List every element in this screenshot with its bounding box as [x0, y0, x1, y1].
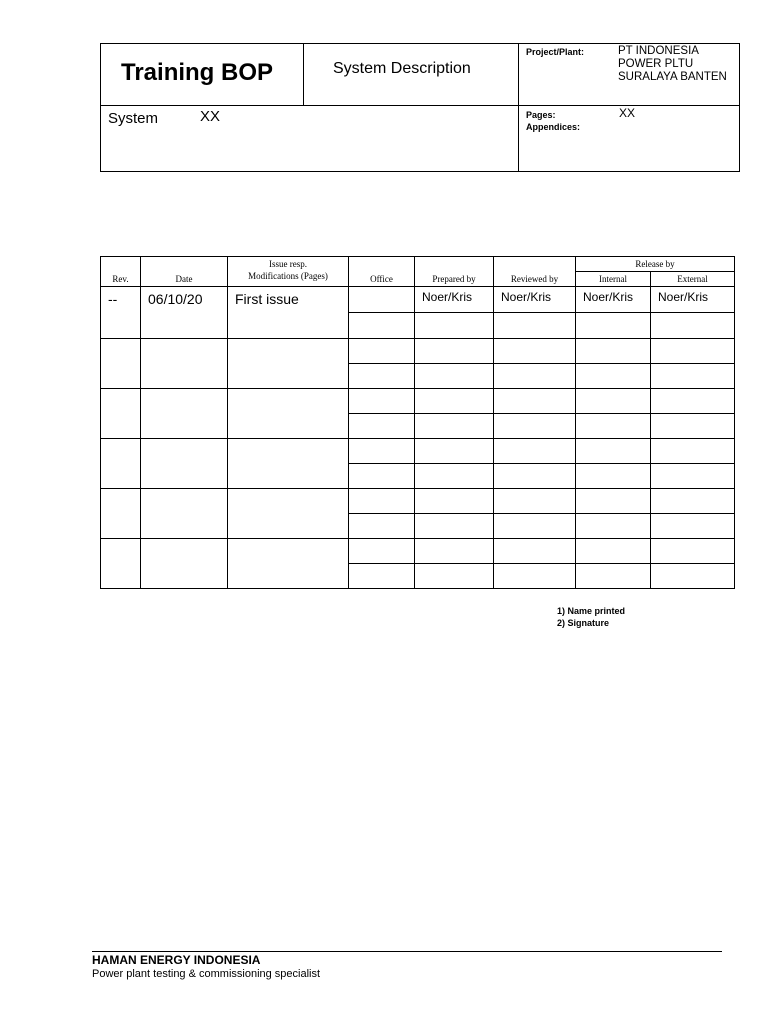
- empty-cell: [349, 464, 415, 489]
- empty-cell: [651, 414, 735, 439]
- date-cell: 06/10/20: [141, 287, 228, 339]
- empty-cell: [576, 489, 651, 514]
- empty-cell: [101, 339, 141, 389]
- empty-cell: [576, 539, 651, 564]
- external-cell: Noer/Kris: [651, 287, 735, 313]
- empty-cell: [576, 339, 651, 364]
- empty-cell: [101, 489, 141, 539]
- pages-label: Pages:: [526, 110, 556, 120]
- pages-value: XX: [619, 106, 636, 120]
- empty-cell: [494, 564, 576, 589]
- empty-cell: [101, 439, 141, 489]
- empty-cell: [576, 414, 651, 439]
- empty-cell: [141, 539, 228, 589]
- empty-cell: [349, 364, 415, 389]
- system-value: XX: [200, 108, 221, 125]
- footer-tagline: Power plant testing & commissioning specialist: [92, 968, 321, 980]
- empty-cell: [101, 539, 141, 589]
- empty-cell: [228, 439, 349, 489]
- empty-cell: [415, 313, 494, 339]
- header-release: Release by: [576, 257, 735, 272]
- table-row: [101, 389, 735, 414]
- title-cell: [101, 44, 304, 106]
- document-title: Training BOP: [121, 59, 274, 86]
- table-row: [101, 489, 735, 514]
- header-office: Office: [349, 257, 415, 287]
- empty-cell: [415, 364, 494, 389]
- issue-cell: First issue: [228, 287, 349, 339]
- empty-cell: [415, 339, 494, 364]
- footer-divider: [92, 951, 722, 952]
- empty-cell: [228, 389, 349, 439]
- empty-cell: [415, 439, 494, 464]
- header-issue-top: Issue resp.: [269, 259, 307, 269]
- revision-table: [100, 256, 735, 589]
- empty-cell: [576, 564, 651, 589]
- reviewed-cell: Noer/Kris: [494, 287, 576, 313]
- header-prepared: Prepared by: [415, 257, 494, 287]
- empty-cell: [415, 389, 494, 414]
- empty-cell: [494, 489, 576, 514]
- empty-cell: [141, 339, 228, 389]
- empty-cell: [349, 313, 415, 339]
- empty-cell: [576, 389, 651, 414]
- empty-cell: [651, 439, 735, 464]
- project-label: Project/Plant:: [526, 47, 585, 57]
- footer-company: HAMAN ENERGY INDONESIA: [92, 953, 261, 967]
- empty-cell: [494, 364, 576, 389]
- table-header-row: [101, 257, 735, 272]
- note-item: 1) Name printed: [557, 606, 626, 616]
- internal-cell: Noer/Kris: [576, 287, 651, 313]
- empty-cell: [576, 514, 651, 539]
- empty-cell: [494, 389, 576, 414]
- empty-cell: [228, 539, 349, 589]
- empty-cell: [651, 539, 735, 564]
- empty-cell: [651, 514, 735, 539]
- empty-cell: [494, 539, 576, 564]
- empty-cell: [415, 539, 494, 564]
- project-line: SURALAYA BANTEN: [618, 71, 727, 83]
- empty-cell: [349, 564, 415, 589]
- empty-cell: [651, 389, 735, 414]
- empty-cell: [349, 414, 415, 439]
- empty-cell: [494, 464, 576, 489]
- project-value: [618, 45, 727, 84]
- empty-cell: [651, 564, 735, 589]
- empty-cell: [651, 464, 735, 489]
- empty-cell: [349, 389, 415, 414]
- empty-cell: [576, 364, 651, 389]
- header-external: External: [651, 272, 735, 287]
- empty-cell: [651, 489, 735, 514]
- pages-cell: [519, 106, 739, 171]
- rev-cell: --: [101, 287, 141, 339]
- office-cell: [349, 287, 415, 313]
- project-line: PT INDONESIA: [618, 45, 699, 57]
- empty-cell: [141, 439, 228, 489]
- empty-cell: [349, 439, 415, 464]
- empty-cell: [576, 439, 651, 464]
- empty-cell: [349, 539, 415, 564]
- empty-cell: [494, 514, 576, 539]
- empty-cell: [141, 389, 228, 439]
- table-row: [101, 439, 735, 464]
- header-issue: [228, 257, 349, 287]
- empty-cell: [415, 414, 494, 439]
- empty-cell: [415, 514, 494, 539]
- document-type: System Description: [333, 60, 471, 77]
- table-row: [101, 539, 735, 564]
- empty-cell: [349, 514, 415, 539]
- empty-cell: [651, 313, 735, 339]
- empty-cell: [349, 339, 415, 364]
- empty-cell: [141, 489, 228, 539]
- empty-cell: [576, 464, 651, 489]
- table-row: [101, 287, 735, 313]
- empty-cell: [349, 489, 415, 514]
- document-header: [100, 43, 740, 172]
- header-date: Date: [141, 257, 228, 287]
- empty-cell: [651, 339, 735, 364]
- empty-cell: [415, 564, 494, 589]
- header-rev: Rev.: [101, 257, 141, 287]
- empty-cell: [494, 313, 576, 339]
- project-line: POWER PLTU: [618, 58, 694, 70]
- prepared-cell: Noer/Kris: [415, 287, 494, 313]
- empty-cell: [494, 439, 576, 464]
- header-issue-bottom: Modifications (Pages): [248, 271, 328, 281]
- empty-cell: [228, 489, 349, 539]
- empty-cell: [494, 339, 576, 364]
- empty-cell: [651, 364, 735, 389]
- empty-cell: [228, 339, 349, 389]
- doc-type-cell: [304, 44, 519, 106]
- appendices-label: Appendices:: [526, 122, 581, 132]
- empty-cell: [415, 464, 494, 489]
- header-reviewed: Reviewed by: [494, 257, 576, 287]
- header-internal: Internal: [576, 272, 651, 287]
- empty-cell: [576, 313, 651, 339]
- empty-cell: [101, 389, 141, 439]
- system-cell: [101, 106, 519, 171]
- note-item: 2) Signature: [557, 618, 610, 628]
- table-row: [101, 339, 735, 364]
- empty-cell: [415, 489, 494, 514]
- project-cell: [519, 44, 739, 106]
- system-label: System: [108, 110, 159, 127]
- empty-cell: [494, 414, 576, 439]
- table-notes: [557, 605, 625, 629]
